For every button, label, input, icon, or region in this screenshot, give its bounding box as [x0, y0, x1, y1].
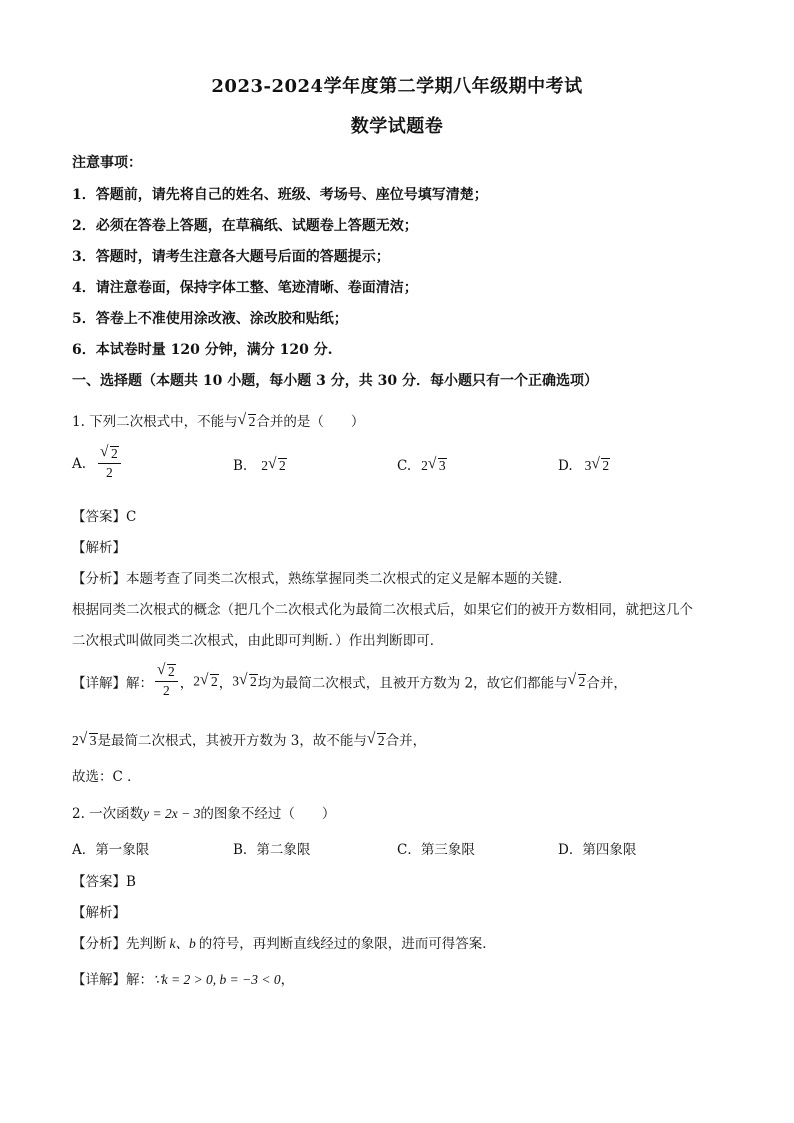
- q1-answer: 【答案】C: [72, 509, 137, 525]
- q1-option-c: C. 2 √ 3: [397, 455, 446, 474]
- q2-answer: 【答案】B: [72, 874, 136, 890]
- q1-stem-suffix: 合并的是（ ）: [256, 414, 365, 430]
- q1-option-a: A. √ 2 2: [72, 446, 121, 481]
- q1-stem-prefix: 1. 下列二次根式中，不能与: [72, 414, 238, 430]
- exam-subtitle: 数学试题卷: [350, 116, 444, 137]
- exam-title: 2023-2024学年度第二学期八年级期中考试: [211, 76, 583, 97]
- note-item: 4．请注意卷面，保持字体工整、笔迹清晰、卷面清洁；: [72, 280, 418, 296]
- section-heading: 一、选择题（本题共 10 小题，每小题 3 分，共 30 分．每小题只有一个正确选项）: [72, 373, 598, 389]
- note-item: 1．答题前，请先将自己的姓名、班级、考场号、座位号填写清楚；: [72, 187, 488, 203]
- notes-heading: 注意事项：: [72, 155, 142, 171]
- sqrt-expression: √ 2: [237, 411, 256, 429]
- q1-concept-line: 二次根式叫做同类二次根式，由此即可判断．）作出判断即可．: [72, 633, 444, 649]
- q1-option-b: B. 2 √ 2: [233, 455, 286, 474]
- q1-detail-2: 2 √ 3是最简二次根式，其被开方数为 3，故不能与 √ 2合并，: [72, 730, 427, 749]
- q1-concept-line: 根据同类二次根式的概念（把几个二次根式化为最简二次根式后，如果它们的被开方数相同，就把这几个: [72, 602, 693, 618]
- q2-detail: 【详解】解：∵k = 2 > 0, b = −3 < 0，: [72, 972, 295, 988]
- q2-option-d: D．第四象限: [558, 842, 637, 858]
- q2-analysis-tag: 【解析】: [72, 905, 126, 921]
- q1-fenxi: 【分析】本题考查了同类二次根式，熟练掌握同类二次根式的定义是解本题的关键．: [72, 571, 572, 587]
- note-item: 2．必须在答卷上答题，在草稿纸、试题卷上答题无效；: [72, 218, 418, 234]
- q2-option-a: A．第一象限: [72, 842, 150, 858]
- q1-analysis-tag: 【解析】: [72, 540, 126, 556]
- question-2-stem: 2. 一次函数y = 2x − 3的图象不经过（ ）: [72, 806, 336, 822]
- q2-option-c: C．第三象限: [397, 842, 475, 858]
- q1-option-d: D. 3 √ 2: [558, 455, 610, 474]
- note-item: 5．答卷上不准使用涂改液、涂改胶和贴纸；: [72, 311, 348, 327]
- q1-detail: 【详解】解： √ 2 2 ，2 √ 2，3 √ 2均为最简二次根式，且被开方数为 2，故它们都能与 √ 2合并，: [72, 661, 627, 698]
- note-item: 6．本试卷时量 120 分钟，满分 120 分.: [72, 342, 333, 358]
- q1-conclusion: 故选：C ．: [72, 769, 141, 785]
- fraction: √ 2 2: [98, 446, 121, 481]
- q2-fenxi: 【分析】先判断 k、b 的符号，再判断直线经过的象限，进而可得答案．: [72, 936, 496, 952]
- question-1-stem: [72, 410, 364, 430]
- note-item: 3．答题时，请考生注意各大题号后面的答题提示；: [72, 249, 390, 265]
- q2-option-b: B．第二象限: [233, 842, 311, 858]
- formula: y = 2x − 3: [143, 806, 201, 821]
